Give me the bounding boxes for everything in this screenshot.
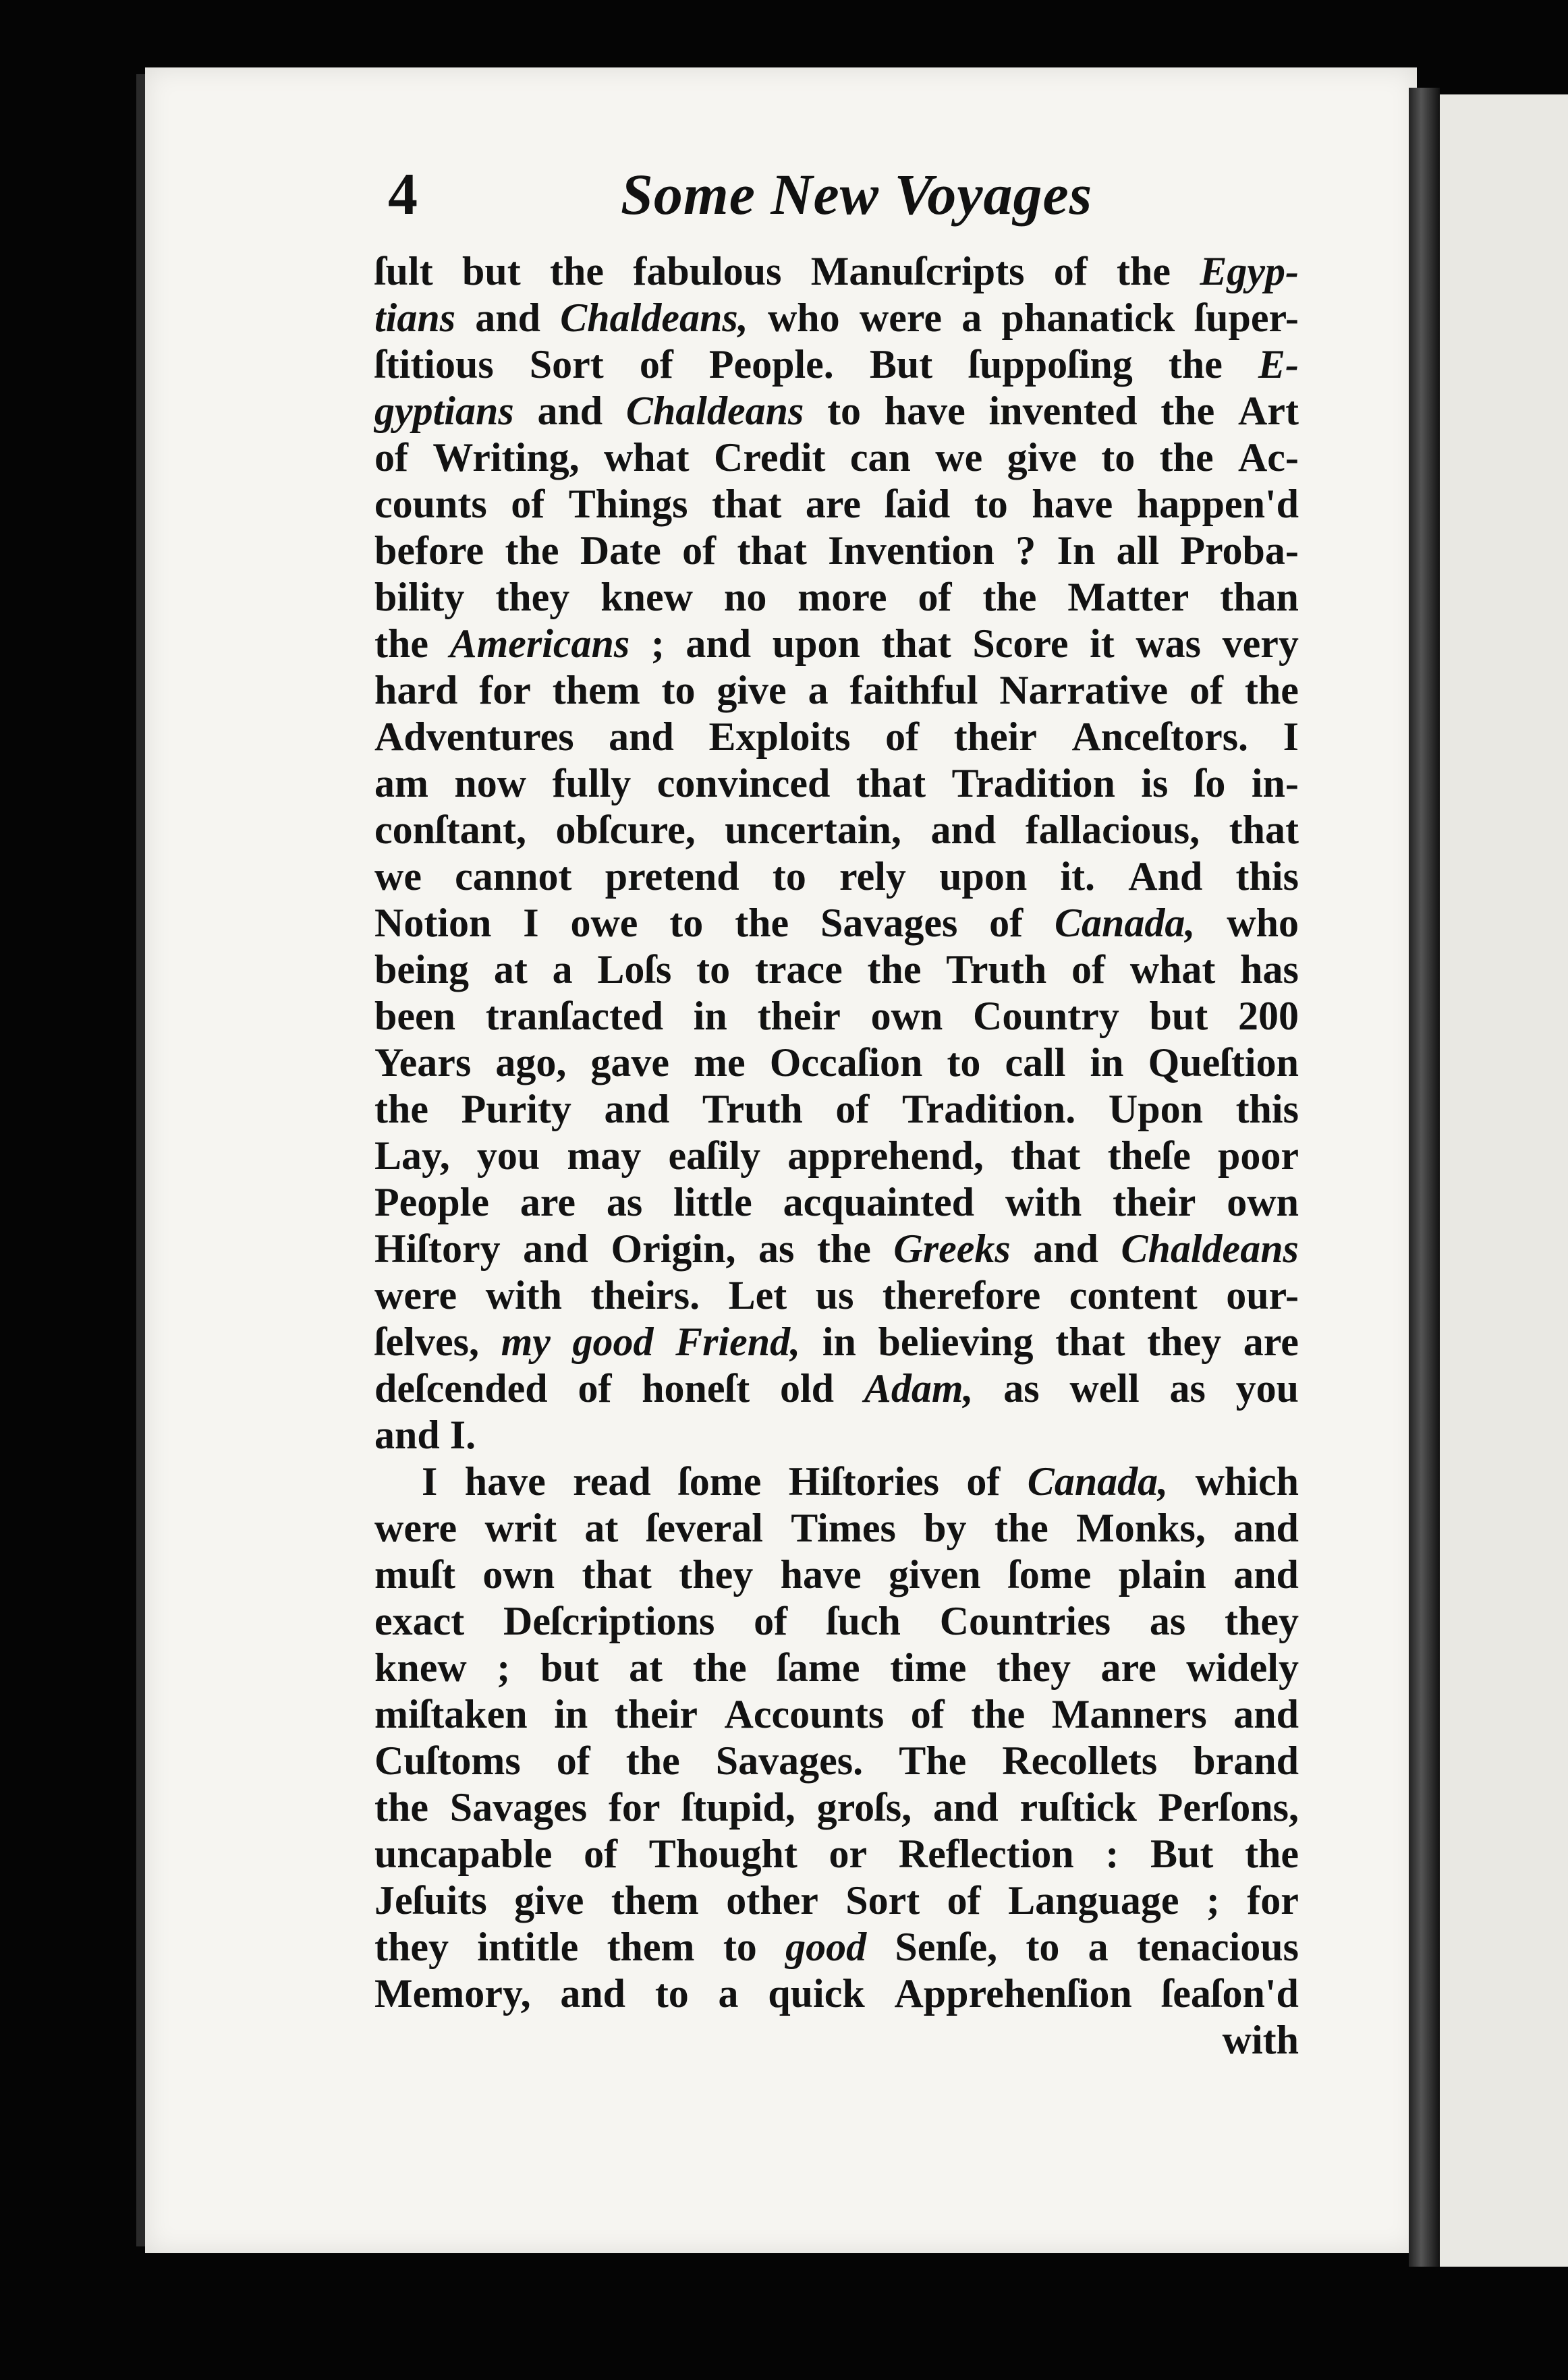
- text-line: exact Deſcriptions of ſuch Countries as they: [374, 1599, 1299, 1643]
- text-line: the Americans ; and upon that Score it was very: [374, 621, 1299, 666]
- text-line: knew ; but at the ſame time they are widely: [374, 1645, 1299, 1690]
- body-text: [374, 248, 1299, 2064]
- text-line: with: [1222, 2018, 1299, 2062]
- text-line: Memory, and to a quick Apprehenſion ſeaſon'd: [374, 1971, 1299, 2016]
- text-line: counts of Things that are ſaid to have happen'd: [374, 482, 1299, 526]
- gutter-shadow: [1409, 88, 1440, 2267]
- facing-page: [1437, 94, 1568, 2267]
- text-line: ſult but the fabulous Manuſcripts of the Egyp-: [374, 249, 1299, 293]
- text-line: were with theirs. Let us therefore content our-: [374, 1273, 1299, 1318]
- text-line: ſelves, my good Friend, in believing that they are: [374, 1320, 1299, 1364]
- text-line: the Savages for ſtupid, groſs, and ruſtick Perſons,: [374, 1785, 1299, 1830]
- text-line: tians and Chaldeans, who were a phanatick ſuper-: [374, 295, 1299, 340]
- text-line: we cannot pretend to rely upon it. And this: [374, 854, 1299, 899]
- text-line: muſt own that they have given ſome plain and: [374, 1552, 1299, 1597]
- text-line: am now fully convinced that Tradition is ſo in-: [374, 761, 1299, 805]
- running-title: Some New Voyages: [621, 162, 1093, 227]
- text-line: Adventures and Exploits of their Anceſtors. I: [374, 714, 1299, 759]
- text-line: miſtaken in their Accounts of the Manners and: [374, 1692, 1299, 1736]
- text-line: Notion I owe to the Savages of Canada, who: [374, 901, 1299, 945]
- text-line: uncapable of Thought or Reflection : But the: [374, 1832, 1299, 1876]
- text-line: were writ at ſeveral Times by the Monks, and: [374, 1506, 1299, 1550]
- text-line: been tranſacted in their own Country but 200: [374, 994, 1299, 1038]
- text-line: ſtitious Sort of People. But ſuppoſing the E-: [374, 342, 1299, 387]
- text-line: Jeſuits give them other Sort of Language ; for: [374, 1878, 1299, 1923]
- text-line: Lay, you may eaſily apprehend, that theſe poor: [374, 1133, 1299, 1178]
- text-line: conſtant, obſcure, uncertain, and fallacious, that: [374, 808, 1299, 852]
- text-line: of Writing, what Credit can we give to the Ac-: [374, 435, 1299, 480]
- text-line: gyptians and Chaldeans to have invented the Art: [374, 389, 1299, 433]
- text-line: the Purity and Truth of Tradition. Upon this: [374, 1087, 1299, 1131]
- text-line: before the Date of that Invention ? In all Proba-: [374, 528, 1299, 573]
- text-line: Years ago, gave me Occaſion to call in Queſtion: [374, 1040, 1299, 1085]
- text-line: they intitle them to good Senſe, to a tenacious: [374, 1925, 1299, 1969]
- text-line: Hiſtory and Origin, as the Greeks and Chaldeans: [374, 1226, 1299, 1271]
- text-line: I have read ſome Hiſtories of Canada, which: [422, 1459, 1299, 1504]
- text-line: People are as little acquainted with their own: [374, 1180, 1299, 1224]
- text-line: and I.: [374, 1413, 476, 1457]
- page-number: 4: [388, 162, 418, 227]
- text-line: bility they knew no more of the Matter than: [374, 575, 1299, 619]
- text-line: hard for them to give a faithful Narrative of the: [374, 668, 1299, 712]
- text-line: deſcended of honeſt old Adam, as well as you: [374, 1366, 1299, 1411]
- text-line: being at a Loſs to trace the Truth of what has: [374, 947, 1299, 992]
- text-line: Cuſtoms of the Savages. The Recollets brand: [374, 1738, 1299, 1783]
